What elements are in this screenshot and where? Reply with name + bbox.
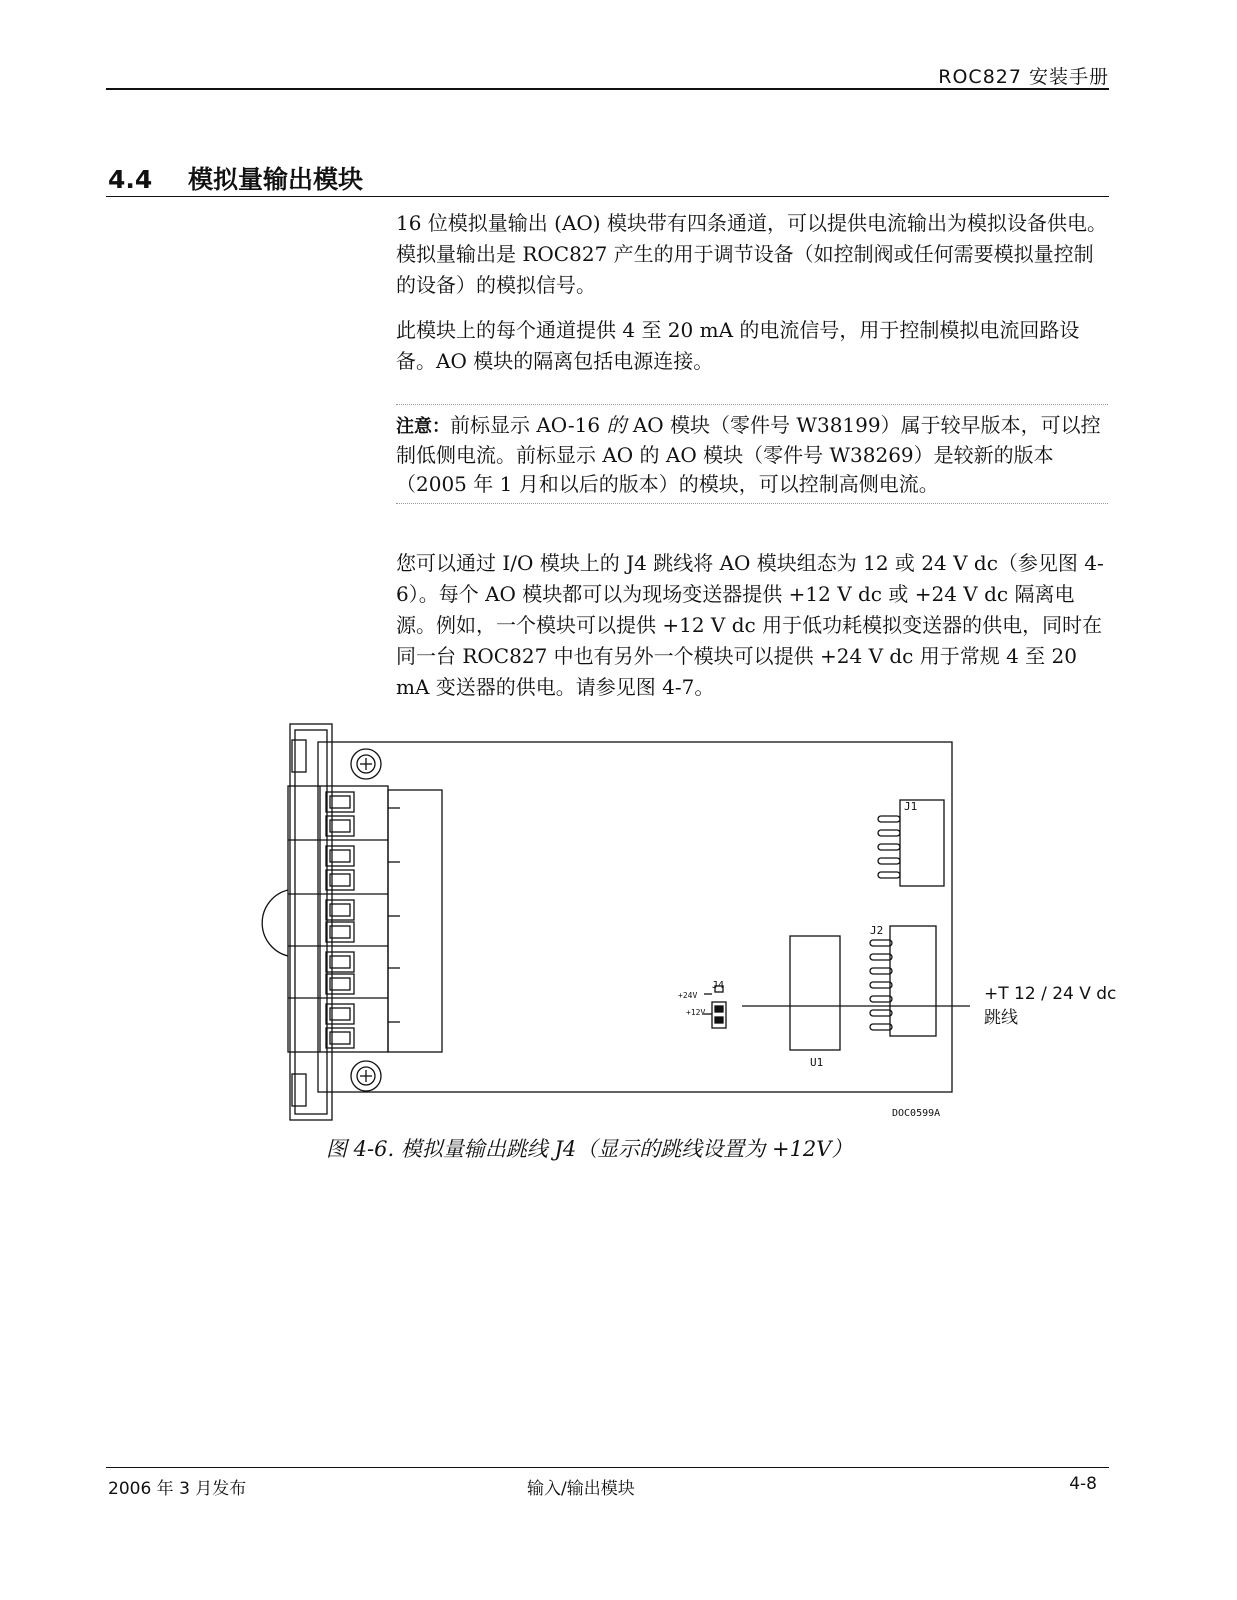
- terminal-block: [288, 786, 388, 1052]
- footer-page-number: 4-8: [1069, 1474, 1097, 1494]
- callout-line-2: 跳线: [984, 1008, 1018, 1028]
- paragraph-channels: 此模块上的每个通道提供 4 至 20 mA 的电流信号，用于控制模拟电流回路设备。AO 模块的隔离包括电源连接。: [396, 318, 1080, 373]
- j4-label: J4: [712, 980, 725, 991]
- note-label: 注意：: [396, 416, 450, 437]
- header-rule: [106, 88, 1109, 90]
- jumper-callout: [984, 982, 1116, 1030]
- paragraph-ao-intro: 16 位模拟量输出 (AO) 模块带有四条通道，可以提供电流输出为模拟设备供电。模拟量输出是 ROC827 产生的用于调节设备（如控制阀或任何需要模拟量控制的设备）的模拟信号。: [396, 211, 1107, 297]
- latch-tab: [262, 890, 288, 956]
- j1-pins: [878, 816, 900, 878]
- j2-connector: [890, 926, 936, 1036]
- figure-caption: 图 4-6. 模拟量输出跳线 J4（显示的跳线设置为 +12V）: [326, 1137, 853, 1161]
- footer-chapter: 输入/输出模块: [527, 1479, 635, 1499]
- footer-date: 2006 年 3 月发布: [108, 1479, 247, 1499]
- note-text-part2: AO 模块（零件号 W38199）属于较早版本，可以控制低侧电流。前标显示 AO 的 AO 模块（零件号 W38269）是较新的版本（2005 年 1 月和以后的版本）的模块，可以控制高侧电流。: [396, 413, 1101, 496]
- callout-line-1: +T 12 / 24 V dc: [984, 984, 1117, 1004]
- terminal-screws: [326, 792, 354, 1048]
- j2-label: J2: [870, 924, 884, 937]
- note-text-part1: 前标显示 AO-16: [450, 413, 607, 437]
- u1-chip: [790, 936, 840, 1050]
- plus24v-label: +24V: [678, 991, 698, 1000]
- section-number: 4.4: [108, 165, 153, 194]
- paragraph-jumper-config: 您可以通过 I/O 模块上的 J4 跳线将 AO 模块组态为 12 或 24 V dc（参见图 4-6）。每个 AO 模块都可以为现场变送器提供 +12 V dc 或 +24 V dc 隔离电源。例如，一个模块可以提供 +12 V dc 用于低功耗模拟变送器的供电，同时在同一台 ROC827 中也有另外一个模块可以提供 +24 V dc 用于常规 4 至 20 mA 变送器的供电。请参见图 4-7。: [396, 551, 1104, 699]
- doc-id-label: DOC0599A: [892, 1108, 941, 1119]
- j2-pins: [870, 940, 892, 1030]
- section-heading: [108, 160, 363, 196]
- note-box: [396, 404, 1108, 504]
- footer-rule: [106, 1467, 1109, 1468]
- running-header-title: ROC827 安装手册: [938, 66, 1109, 88]
- section-title: 模拟量输出模块: [188, 165, 364, 194]
- j1-label: J1: [904, 800, 918, 813]
- plus12v-label: +12V: [686, 1008, 706, 1017]
- u1-label: U1: [810, 1056, 824, 1069]
- section-rule: [106, 196, 1109, 197]
- pcb-outline: [318, 742, 952, 1092]
- note-text-italic: 的: [606, 413, 627, 437]
- ao-module-diagram: [250, 722, 970, 1124]
